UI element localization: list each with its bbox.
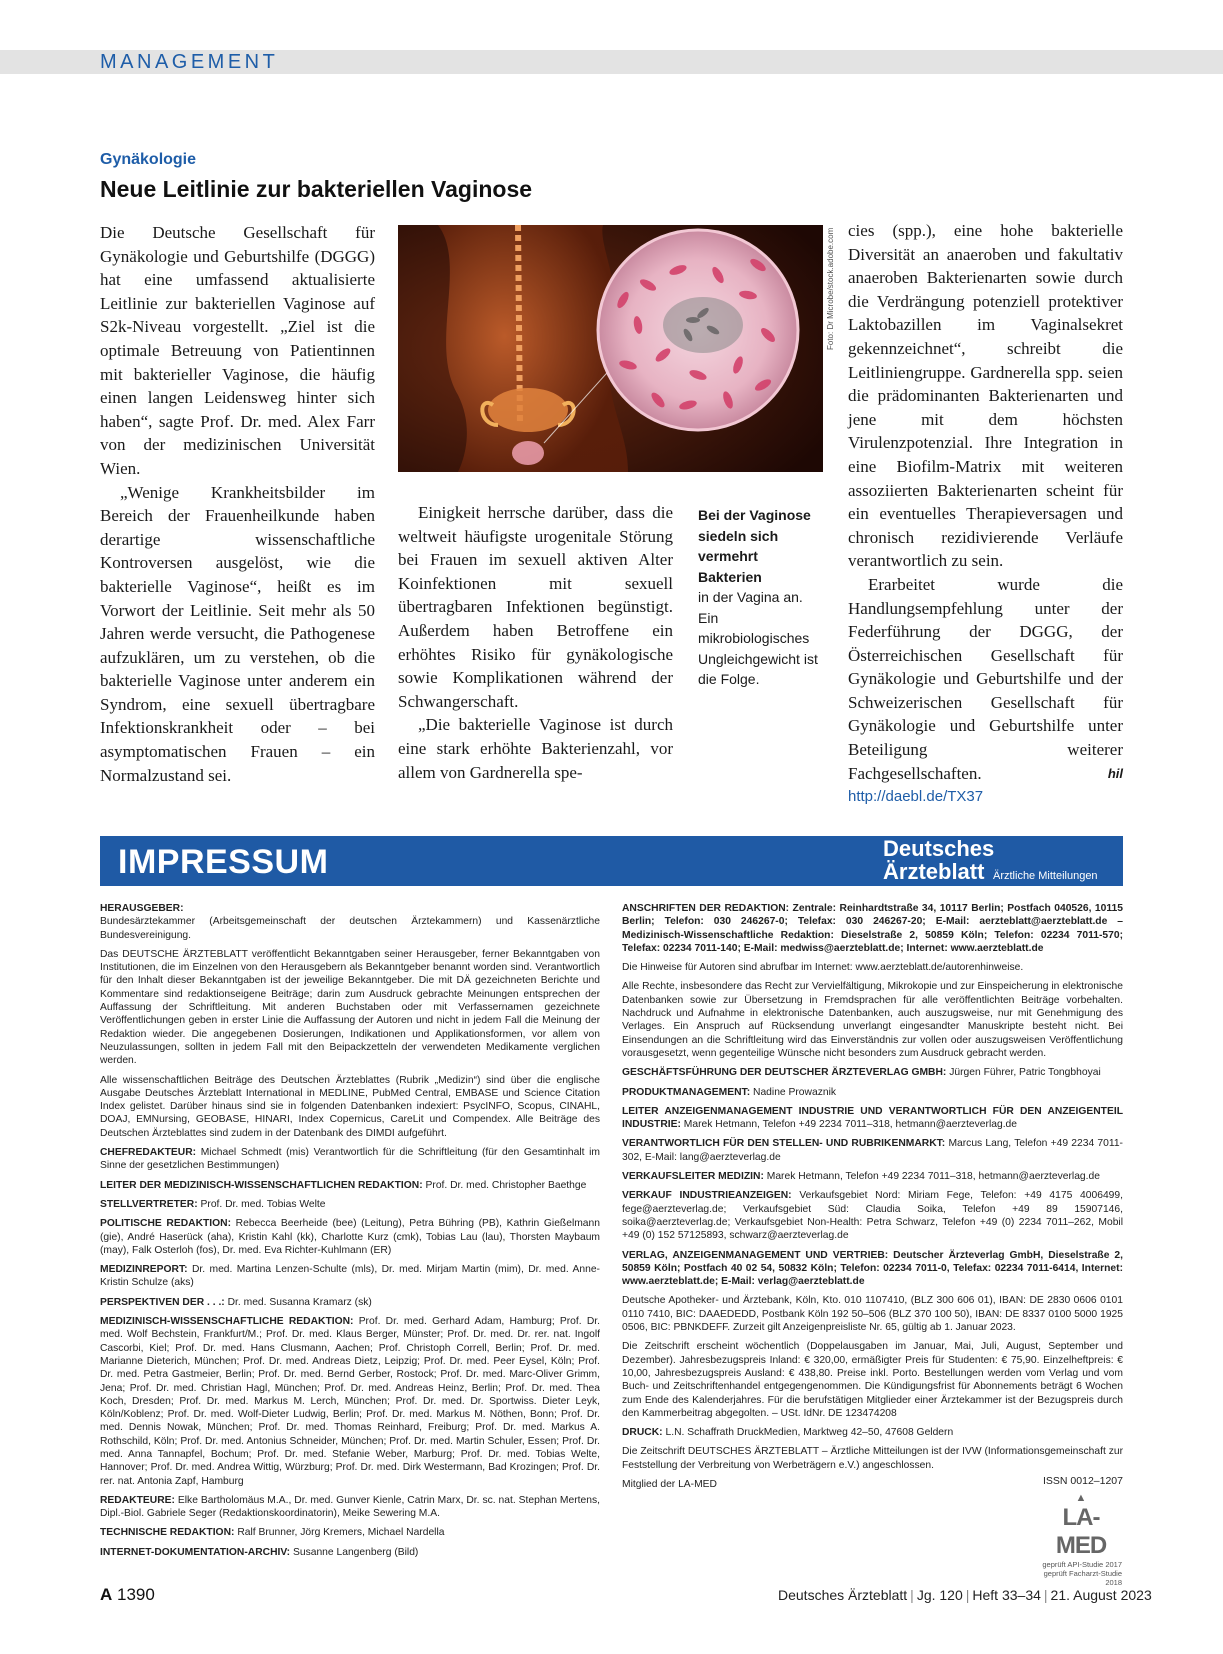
impressum-entry-label: PRODUKTMANAGEMENT: bbox=[622, 1086, 751, 1098]
impressum-entry-label: VERLAG, ANZEIGENMANAGEMENT UND VERTRIEB: Deutscher Ärzteverlag GmbH, Dieselstraße 2, 50859 Köln; Postfach 40 02 54, 50832 Köln; Telefon: 02234 7011-0, Telefax: 02234 7011-6414, Internet: www.aerzteblatt.de; E-Mail: verlag@aerzteblatt.de bbox=[622, 1249, 1123, 1288]
impressum-entry bbox=[622, 1066, 1123, 1079]
impressum-entry-text: Prof. Dr. med. Gerhard Adam, Hamburg; Prof. Dr. med. Wolf Bechstein, Frankfurt/M.; Prof. Dr. med. Klaus Berger, Münster; Prof. Dr. med. Dr. rer. nat. Ingolf Cascorbi, Kiel; Prof. Dr. med. Hans Clusmann, Aachen; Prof. Christoph Correll, Berlin; Prof. Dr. med. Marianne Dieterich, München; Prof. Dr. med. Andreas Dietz, Leipzig; Prof. Dr. med. Peer Eysel, Köln; Prof. Dr. med. Petra Gastmeier, Berlin; Prof. Dr. med. Bernd Gerber, Rostock; Prof. Dr. med. Marc-Oliver Grimm, Jena; Prof. Dr. med. Christian Hagl, München; Prof. Dr. med. Andreas Heinz, Berlin; Prof. Dr. med. Thea Koch, Dresden; Prof. Dr. med. Markus M. Lerch, München; Prof. Dr. med. Dr. Sportwiss. Dieter Leyk, Köln/Koblenz; Prof. Dr. med. Wolf-Dieter Ludwig, Berlin; Prof. Dr. med. Markus M. Nöthen, Bonn; Prof. Dr. med. Dennis Nowak, München; Prof. Dr. med. Thomas Reinhard, Freiburg; Prof. Dr. med. Markus A. Rothschild, Köln; Prof. Dr. med. Antonius Schneider, München; Prof. Dr. med. Martin Schuler, Essen; Prof. Dr. med. Anna Tannapfel, Bochum; Prof. Dr. med. Stefanie Weber, Marburg; Prof. Dr. med. Tobias Welte, Hannover; Prof. Dr. med. Andrea Wittig, Würzburg; Prof. Dr. med. Dirk Westermann, Bad Krozingen; Prof. Dr. rer. nat. Antonia Zapf, Hamburg bbox=[100, 1316, 600, 1487]
lamed-wordmark: LA-MED bbox=[1055, 1504, 1107, 1559]
impressum-entry-text: Jürgen Führer, Patric Tongbhoyai bbox=[949, 1067, 1101, 1079]
impressum-entry bbox=[622, 961, 1123, 974]
impressum-entry-text: Prof. Dr. med. Tobias Welte bbox=[200, 1198, 326, 1210]
page-prefix: A bbox=[100, 1585, 113, 1604]
impressum-entry-text: Das DEUTSCHE ÄRZTEBLATT veröffentlicht Bekanntgaben seiner Herausgeber, ferner Bekanntgaben von Institutionen, die im Einzelnen von den Herausgebern als Bekanntgeber benannt worden sind. Verantwortlich für den Inhalt dieser Bekanntgaben ist der jeweilige Bekanntgeber. Die mit DÄ gezeichneten Berichte und Kommentare sind redaktionseigene Beiträge; darin zum Ausdruck gebrachte Meinungen entsprechen der Auffassung der Schriftleitung. Mit anderen Buchstaben oder mit Verfassernamen gezeichnete Veröffentlichungen geben in erster Linie die Auffassung der Autoren und nicht in jedem Fall die Meinung der Redaktion wieder. Die angegebenen Dosierungen, Indikationen und Applikationsformen, vor allem von Neuzulassungen, sollten in jedem Fall mit den Beipackzetteln der verwendeten Medikamente verglichen werden. bbox=[100, 948, 600, 1067]
article-link[interactable]: http://daebl.de/TX37 bbox=[848, 788, 984, 806]
lamed-note: geprüft API-Studie 2017 bbox=[1042, 1560, 1122, 1569]
impressum-title: IMPRESSUM bbox=[118, 843, 329, 881]
impressum-entry-text: Susanne Langenberg (Bild) bbox=[292, 1546, 419, 1558]
impressum-entry bbox=[100, 1074, 600, 1140]
issn: ISSN 0012–1207 bbox=[1043, 1475, 1123, 1487]
bacteria-illustration bbox=[398, 225, 823, 472]
impressum-entry-label: LEITER ANZEIGENMANAGEMENT INDUSTRIE UND VERANTWORTLICH FÜR DEN ANZEIGENTEIL INDUSTRIE: bbox=[622, 1105, 1123, 1131]
impressum-left-column bbox=[100, 902, 600, 1565]
impressum-entry-text: Mitglied der LA-MED bbox=[622, 1478, 717, 1490]
impressum-right-column bbox=[622, 902, 1123, 1497]
impressum-entry-text: Verkaufsgebiet Nord: Miriam Fege, Telefon: +49 4175 4006499, fege@aerzteverlag.de; Verkaufsgebiet Süd: Claudia Soika, Telefon +49 89 15907146, soika@aerzteverlag.de; Verkaufsgebiet Non-Health: Petra Schwarz, Telefon +49 (0) 2234 7011–262, Mobil +49 (0) 152 57125893, schwarz@aerzteverlag.de bbox=[622, 1190, 1123, 1242]
article-photo bbox=[398, 225, 823, 472]
impressum-entry-text: Die Hinweise für Autoren sind abrufbar im Internet: www.aerzteblatt.de/autorenhinweise. bbox=[622, 962, 1024, 974]
impressum-entry bbox=[100, 1546, 600, 1559]
impressum-entry bbox=[622, 1105, 1123, 1132]
impressum-entry bbox=[622, 1086, 1123, 1099]
impressum-entry-label: VERKAUFSLEITER MEDIZIN: bbox=[622, 1171, 764, 1183]
impressum-entry-text: Die Zeitschrift DEUTSCHES ÄRZTEBLATT – Ärztliche Mitteilungen ist der IVW (Informationsgemeinschaft zur Feststellung der Verbreitung von Werbeträgern e.V.) angeschlossen. bbox=[622, 1446, 1123, 1471]
lamed-note: geprüft Facharzt-Studie 2018 bbox=[1043, 1569, 1122, 1587]
paragraph-text: Erarbeitet wurde die Handlungsempfehlung unter der Federführung der DGGG, der Österreichischen Gesellschaft für Gynäkologie und Geburtshilfe und der Schweizerischen Gesellschaft für Gynäkologie und Geburtshilfe unter Beteiligung weiterer Fachgesellschaften. bbox=[848, 574, 1123, 783]
impressum-entry-label: POLITISCHE REDAKTION: bbox=[100, 1218, 232, 1230]
impressum-entry-text: Marcus Lang, Telefon +49 2234 7011-302, E-Mail: lang@aerzteverlag.de bbox=[622, 1138, 1123, 1163]
impressum-entry bbox=[622, 1426, 1123, 1439]
journal-logo-line1: Deutsches bbox=[883, 836, 995, 861]
footer-citation: Deutsches Ärzteblatt | Jg. 120 | Heft 33–34 | 21. August 2023 bbox=[778, 1587, 1152, 1603]
impressum-entry-text: Michael Schmedt (mis) Verantwortlich für die Schriftleitung (für den Gesamtinhalt im Sinne der gesetzlichen Bestimmungen) bbox=[100, 1147, 600, 1172]
article-paragraph: cies (spp.), eine hohe bakterielle Diversität an anaeroben und fakultativ anaeroben Bakterienarten sowie durch die Verdrängung potenziell protektiver Laktobazillen im Vaginalsekret gekennzeichnet“, schreibt die Leitliniengruppe. Gardnerella spp. seien die prädominanten Bakterienarten und jene mit dem höchsten Virulenzpotenzial. Ihre Integration in eine Biofilm-Matrix mit weiteren assoziierten Bakterienarten scheint für ein eventuelles Therapieversagen und chronisch rezidivierende Verläufe verantwortlich zu sein. bbox=[848, 221, 1123, 571]
impressum-entry-label: ANSCHRIFTEN DER REDAKTION: Zentrale: Reinhardtstraße 34, 10117 Berlin; Postfach 040526, 10115 Berlin; Telefon: 030 246267-0; Telefax: 030 246267-20; E-Mail: aerzteblatt@aerzteblatt.de – Medizinisch-Wissenschaftliche Redaktion: Dieselstraße 2, 50859 Köln; Telefon: 02234 7011-570; Telefax: 02234 7011-140; E-Mail: medwiss@aerzteblatt.de; Internet: www.aerzteblatt.de bbox=[622, 903, 1123, 954]
impressum-entry-label: PERSPEKTIVEN DER . . .: bbox=[100, 1296, 225, 1308]
photo-credit: Foto: Dr Microbe/stock.adobe.com bbox=[826, 227, 835, 350]
article-column-2 bbox=[398, 501, 673, 784]
impressum-entry bbox=[100, 948, 600, 1068]
impressum-entry bbox=[100, 1146, 600, 1173]
impressum-entry bbox=[622, 902, 1123, 955]
impressum-entry-text: Deutsche Apotheker- und Ärztebank, Köln, Kto. 010 1107410, (BLZ 300 606 01), IBAN: DE 2830 0606 0101 0110 7410, BIC: DAAEDEDD, Postbank Köln 192 50–506 (BLZ 370 100 50), IBAN: DE 8337 0100 5000 1925 0506, BIC: PBNKDEFF. Zurzeit gilt Anzeigenpreisliste Nr. 65, gültig ab 1. Januar 2023. bbox=[622, 1295, 1123, 1334]
impressum-entry-text: Ralf Brunner, Jörg Kremers, Michael Nardella bbox=[237, 1527, 445, 1539]
caption-text: in der Vagina an. Ein mikrobiologisches Ungleichgewicht ist die Folge. bbox=[698, 589, 818, 687]
impressum-entry bbox=[622, 1294, 1123, 1334]
impressum-entry-text: Alle Rechte, insbesondere das Recht zur Vervielfältigung, Mikrokopie und zur Einspeicherung in elektronische Datenbanken sowie zur Übersetzung in Fremdsprachen für alle veröffentlichten Beiträge vorbehalten. Nachdruck und Aufnahme in elektronische Datenbanken, auch auszugsweise, nur mit Genehmigung des Verlages. Ein Anspruch auf Rücksendung unverlangt eingesandter Manuskripte besteht nicht. Bei Einsendungen an die Schriftleitung wird das Einverständnis zur vollen oder auszugsweisen Veröffentlichung vorausgesetzt, wenn gegenteilige Wünsche nicht besonders zum Ausdruck gebracht werden. bbox=[622, 981, 1123, 1059]
impressum-entry bbox=[100, 1296, 600, 1309]
lamed-seal-icon: ▲ bbox=[1075, 1492, 1087, 1504]
footer-date: 21. August 2023 bbox=[1050, 1587, 1152, 1603]
impressum-entry bbox=[100, 1198, 600, 1211]
impressum-entry-label: DRUCK: bbox=[622, 1427, 663, 1439]
impressum-entry-label: MEDIZINISCH-WISSENSCHAFTLICHE REDAKTION: bbox=[100, 1316, 354, 1328]
impressum-entry-text: Alle wissenschaftlichen Beiträge des Deutschen Ärzteblattes (Rubrik „Medizin“) sind über die englische Ausgabe Deutsches Ärzteblatt International in MEDLINE, PubMed Central, EMBASE und Science Citation Index gelistet. Darüber hinaus sind sie in folgenden Datenbanken indexiert: PsycINFO, Scopus, CINAHL, DOAJ, EMNursing, GEOBASE, HINARI, Index Copernicus, CareLit und Compendex. Alle Beiträge des Deutschen Ärzteblattes sind zudem in der Datenbank des DIMDI aufgeführt. bbox=[100, 1074, 600, 1139]
article-column-1 bbox=[100, 221, 375, 787]
impressum-entry-text: Dr. med. Martina Lenzen-Schulte (mls), Dr. med. Mirjam Martin (mim), Dr. med. Anne-Kristin Schulze (aks) bbox=[100, 1264, 600, 1289]
journal-logo-line2: Ärzteblatt bbox=[883, 859, 985, 884]
impressum-entry-label: MEDIZINREPORT: bbox=[100, 1264, 188, 1276]
footer-volume: Jg. 120 bbox=[916, 1587, 963, 1603]
impressum-entry-label: LEITER DER MEDIZINISCH-WISSENSCHAFTLICHEN REDAKTION: bbox=[100, 1179, 423, 1191]
impressum-entry-text: Prof. Dr. med. Christopher Baethge bbox=[425, 1179, 587, 1191]
impressum-entry bbox=[100, 1315, 600, 1488]
caption-lead: Bei der Vaginose siedeln sich vermehrt Bakterien bbox=[698, 507, 811, 585]
impressum-entry-text: L.N. Schaffrath DruckMedien, Marktweg 42–50, 47608 Geldern bbox=[665, 1427, 954, 1439]
impressum-entry-label: VERKAUF INDUSTRIEANZEIGEN: bbox=[622, 1190, 792, 1202]
article-paragraph: „Wenige Krankheitsbilder im Bereich der Frauenheilkunde haben derartige wissenschaftliche Kontroversen ausgelöst, wie die bakterielle Vaginose“, heißt es im Vorwort der Leitlinie. Seit mehr als 50 Jahren werde versucht, die Pathogenese aufzuklären, um zu verstehen, ob die bakterielle Vaginose unter anderem ein Syndrom, eine sexuell übertragbare Infektionskrankheit oder – bei asymptomatischen Frauen – ein Normalzustand sei. bbox=[100, 482, 375, 785]
lamed-logo bbox=[1040, 1492, 1122, 1587]
impressum-entry-text: Die Zeitschrift erscheint wöchentlich (Doppelausgaben im Januar, Mai, Juli, August, September und Dezember). Jahresbezugspreis Inland: € 320,00, ermäßigter Preis für Studenten: € 75,90. Einzelheftpreis: € 10,00, Jahresbezugspreis Ausland: € 438,80. Preise inkl. Porto. Bestellungen werden vom Verlag und vom Buch- und Zeitschriftenhandel entgegengenommen. Die Kündigungsfrist für Abonnements beträgt 6 Wochen zum Ende des Kalenderjahres. Für die berufstätigen Mitglieder einer Ärztekammer ist der Bezugspreis durch den Kammerbeitrag abgegolten. – USt. IdNr. DE 123474208 bbox=[622, 1341, 1123, 1419]
footer-journal: Deutsches Ärzteblatt bbox=[778, 1587, 908, 1603]
impressum-entry-text: Elke Bartholomäus M.A., Dr. med. Gunver Kienle, Catrin Marx, Dr. sc. nat. Stephan Mertens, Dipl.-Biol. Gabriele Seger (Redaktionskoordinatorin), Meike Sewering M.A. bbox=[100, 1494, 600, 1520]
article-paragraph: „Die bakterielle Vaginose ist durch eine stark erhöhte Bakterienzahl, vor allem von Gardnerella spe- bbox=[398, 715, 673, 782]
impressum-entry-text: Marek Hetmann, Telefon +49 2234 7011–318, hetmann@aerzteverlag.de bbox=[683, 1119, 1018, 1131]
impressum-entry bbox=[622, 980, 1123, 1060]
article-column-3 bbox=[848, 219, 1123, 809]
impressum-entry-label: HERAUSGEBER: bbox=[100, 903, 184, 914]
article-paragraph: Einigkeit herrsche darüber, dass die weltweit häufigste urogenitale Störung bei Frauen im sexuell aktiven Alter Koinfektionen mit sexuell übertragbaren Infektionen begünstigt. Außerdem haben Betroffene ein erhöhtes Risiko für gynäkologische sowie Komplikationen während der Schwangerschaft. bbox=[398, 503, 673, 711]
impressum-entry bbox=[622, 1170, 1123, 1183]
impressum-entry-text: Nadine Prowaznik bbox=[753, 1086, 837, 1098]
impressum-entry-label: CHEFREDAKTEUR: bbox=[100, 1147, 197, 1159]
impressum-entry bbox=[100, 1179, 600, 1192]
article-headline: Neue Leitlinie zur bakteriellen Vaginose bbox=[100, 176, 533, 202]
impressum-entry bbox=[100, 915, 600, 942]
impressum-entry bbox=[622, 1340, 1123, 1420]
impressum-entry-label: STELLVERTRETER: bbox=[100, 1198, 198, 1210]
section-label: MANAGEMENT bbox=[100, 51, 279, 73]
impressum-entry bbox=[622, 1189, 1123, 1242]
article-paragraph bbox=[848, 573, 1123, 785]
impressum-entry-text: Bundesärztekammer (Arbeitsgemeinschaft der deutschen Ärztekammern) und Kassenärztliche Bundesvereinigung. bbox=[100, 916, 600, 941]
impressum-entry bbox=[100, 1217, 600, 1257]
impressum-entry-label: TECHNISCHE REDAKTION: bbox=[100, 1527, 235, 1539]
page-number bbox=[100, 1585, 155, 1605]
photo-caption bbox=[698, 505, 823, 690]
impressum-entry-label: GESCHÄFTSFÜHRUNG DER DEUTSCHER ÄRZTEVERLAG GMBH: bbox=[622, 1067, 947, 1079]
impressum-entry bbox=[622, 1249, 1123, 1289]
article-kicker: Gynäkologie bbox=[100, 151, 197, 168]
impressum-entry-text: Rebecca Beerheide (bee) (Leitung), Petra Bühring (PB), Kathrin Gießelmann (gie), André Haserück (aha), Kristin Kahl (kk), Charlotte Kurz (cmk), Tobias Lau (lau), Thorsten Maybaum (may), Falk Osterloh (fos), Dr. med. Eva Richter-Kuhlmann (ER) bbox=[100, 1218, 600, 1256]
impressum-entry bbox=[100, 1263, 600, 1290]
impressum-entry-text: Marek Hetmann, Telefon +49 2234 7011–318, hetmann@aerzteverlag.de bbox=[766, 1171, 1100, 1183]
article-paragraph: Die Deutsche Gesellschaft für Gynäkologie und Geburtshilfe (DGGG) hat eine umfassend aktualisierte Leitlinie zur bakteriellen Vaginose auf S2k-Niveau vorgestellt. „Ziel ist die optimale Betreuung von Patientinnen mit bakterieller Vaginose, die häufig einen langen Leidensweg hinter sich haben“, sagte Prof. Dr. med. Alex Farr von der medizinischen Universität Wien. bbox=[100, 223, 375, 478]
impressum-entry bbox=[100, 1494, 600, 1521]
impressum-entry-text: Dr. med. Susanna Kramarz (sk) bbox=[227, 1296, 372, 1308]
author-signature: hil bbox=[1107, 765, 1123, 781]
page-number-value: 1390 bbox=[117, 1585, 155, 1604]
impressum-entry bbox=[100, 1526, 600, 1539]
impressum-entry bbox=[100, 902, 600, 915]
journal-logo-subtitle: Ärztliche Mitteilungen bbox=[993, 870, 1098, 882]
impressum-entry bbox=[622, 1445, 1123, 1472]
footer-issue: Heft 33–34 bbox=[972, 1587, 1041, 1603]
impressum-entry-label: REDAKTEURE: bbox=[100, 1494, 175, 1506]
impressum-entry-label: VERANTWORTLICH FÜR DEN STELLEN- UND RUBRIKENMARKT: bbox=[622, 1138, 946, 1150]
impressum-entry bbox=[622, 1137, 1123, 1164]
impressum-entry-label: INTERNET-DOKUMENTATION-ARCHIV: bbox=[100, 1546, 291, 1558]
